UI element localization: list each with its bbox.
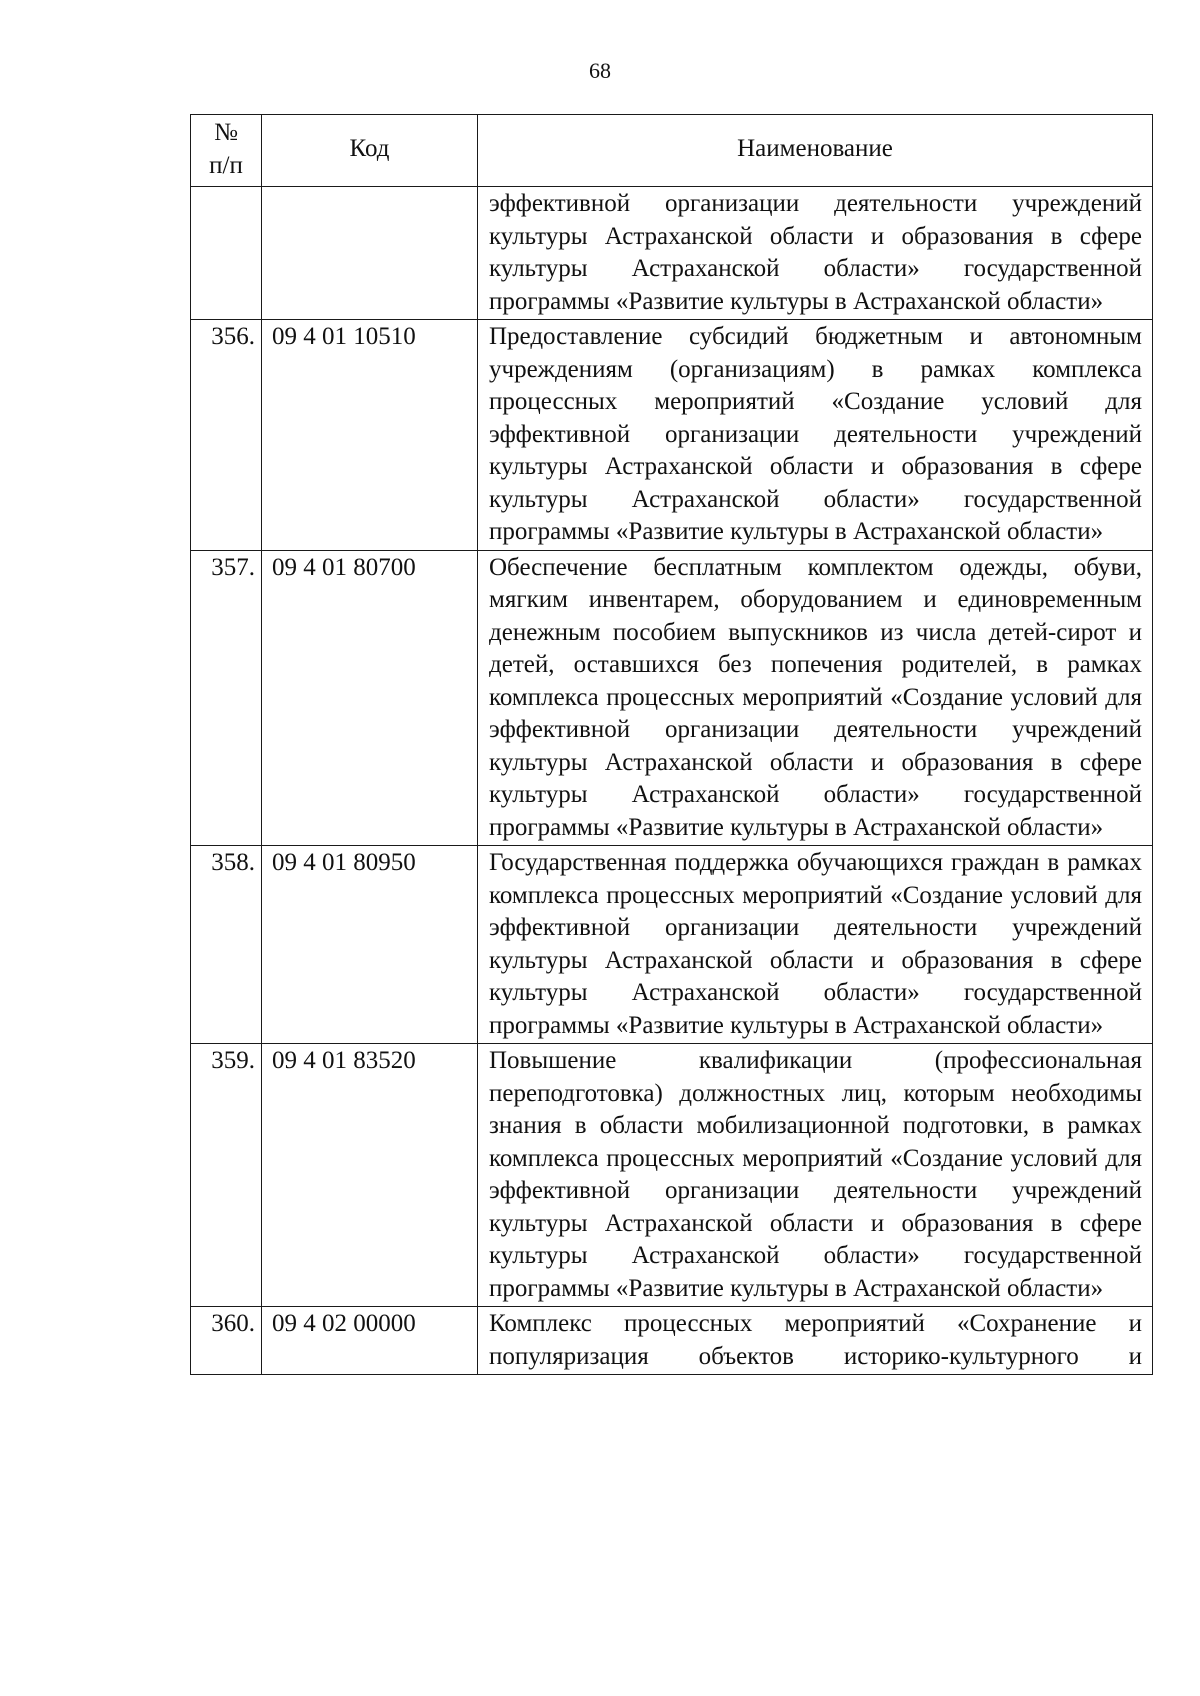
column-header-code: Код <box>262 115 478 187</box>
row-code: 09 4 01 83520 <box>262 1044 478 1307</box>
row-name: Комплекс процессных мероприятий «Сохранение и популяризация объектов историко-культурного и <box>478 1307 1153 1375</box>
budget-code-table <box>190 114 1153 1375</box>
table-row <box>191 320 1153 551</box>
row-code: 09 4 01 80950 <box>262 846 478 1044</box>
row-number: 357. <box>191 550 262 846</box>
row-number: 358. <box>191 846 262 1044</box>
row-number: 360. <box>191 1307 262 1375</box>
column-header-number-symbol: № <box>214 119 238 146</box>
page-number: 68 <box>589 58 611 83</box>
row-code: 09 4 01 80700 <box>262 550 478 846</box>
table-header-row <box>191 115 1153 187</box>
row-number: 359. <box>191 1044 262 1307</box>
table-body <box>191 187 1153 1375</box>
row-name: Обеспечение бесплатным комплектом одежды, обуви, мягким инвентарем, оборудованием и единовременным денежным пособием выпускников из числа детей-сирот и детей, оставшихся без попечения родителей, в рамках комплекса процессных мероприятий «Создание условий для эффективной организации деятельности учреждений культуры Астраханской области и образования в сфере культуры Астраханской области» государственной программы «Развитие культуры в Астраханской области» <box>478 550 1153 846</box>
column-header-name: Наименование <box>478 115 1153 187</box>
row-name: эффективной организации деятельности учреждений культуры Астраханской области и образования в сфере культуры Астраханской области» государственной программы «Развитие культуры в Астраханской области» <box>478 187 1153 320</box>
column-header-number <box>191 115 262 187</box>
row-name: Государственная поддержка обучающихся граждан в рамках комплекса процессных мероприятий «Создание условий для эффективной организации деятельности учреждений культуры Астраханской области и образования в сфере культуры Астраханской области» государственной программы «Развитие культуры в Астраханской области» <box>478 846 1153 1044</box>
table-row <box>191 846 1153 1044</box>
row-name: Повышение квалификации (профессиональная переподготовка) должностных лиц, которым необходимы знания в области мобилизационной подготовки, в рамках комплекса процессных мероприятий «Создание условий для эффективной организации деятельности учреждений культуры Астраханской области и образования в сфере культуры Астраханской области» государственной программы «Развитие культуры в Астраханской области» <box>478 1044 1153 1307</box>
row-code <box>262 187 478 320</box>
table-row <box>191 1307 1153 1375</box>
table-row <box>191 550 1153 846</box>
row-name: Предоставление субсидий бюджетным и автономным учреждениям (организациям) в рамках комплекса процессных мероприятий «Создание условий для эффективной организации деятельности учреждений культуры Астраханской области и образования в сфере культуры Астраханской области» государственной программы «Развитие культуры в Астраханской области» <box>478 320 1153 551</box>
row-number <box>191 187 262 320</box>
table-row <box>191 1044 1153 1307</box>
table-header <box>191 115 1153 187</box>
table-row <box>191 187 1153 320</box>
row-number: 356. <box>191 320 262 551</box>
column-header-number-abbr: п/п <box>209 151 243 179</box>
row-code: 09 4 02 00000 <box>262 1307 478 1375</box>
row-code: 09 4 01 10510 <box>262 320 478 551</box>
